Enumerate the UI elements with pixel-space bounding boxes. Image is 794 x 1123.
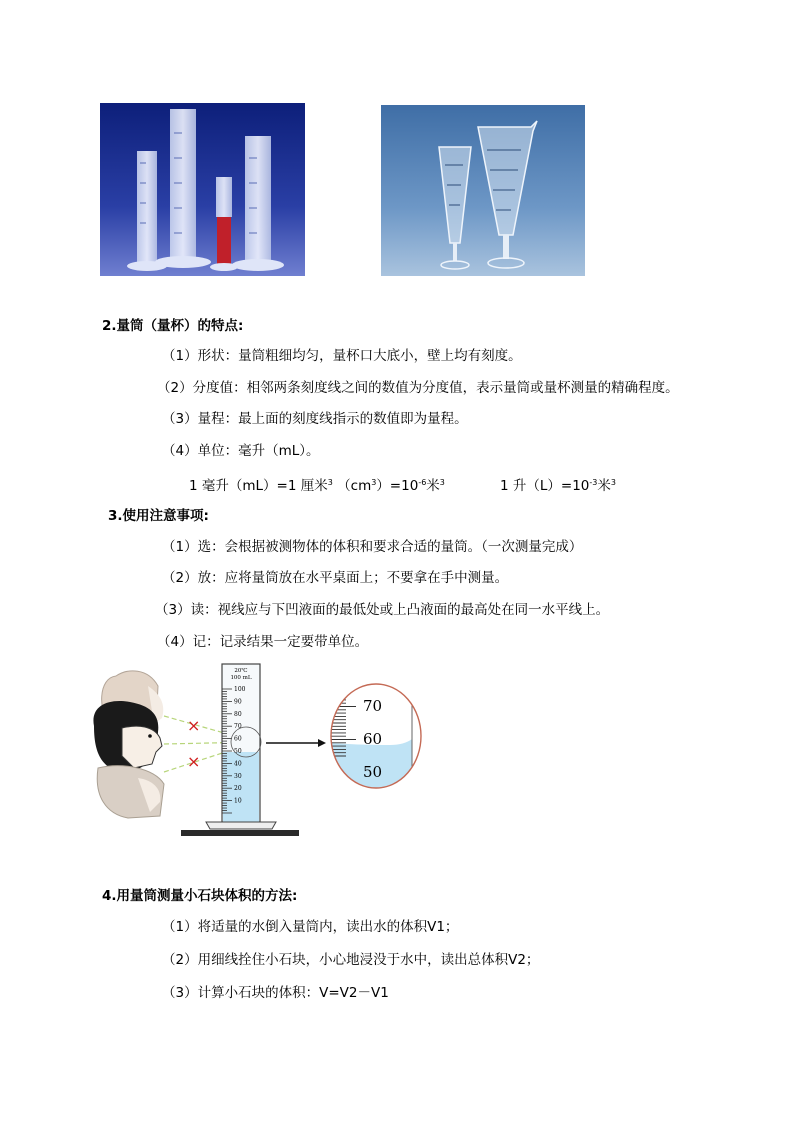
cylinder-temperature-label: 20℃ bbox=[234, 668, 248, 674]
section-3-item-2: （2）放：应将量筒放在水平桌面上；不要拿在手中测量。 bbox=[162, 570, 509, 586]
unit-conversion-ml bbox=[189, 474, 445, 495]
cylinder-scale-label: 10 bbox=[234, 797, 242, 805]
cube-superscript: 3 bbox=[327, 478, 333, 487]
section-4-item-1: （1）将适量的水倒入量筒内，读出水的体积V1； bbox=[162, 919, 459, 935]
conversion-ml-text: 1 毫升（mL）=1 厘米 bbox=[189, 478, 328, 494]
cylinder-scale-label: 60 bbox=[234, 735, 242, 743]
exponent-superscript: -3 bbox=[589, 478, 598, 487]
section-4-item-2: （2）用细线拴住小石块，小心地浸没于水中，读出总体积V2； bbox=[162, 952, 540, 968]
cylinder-scale-label: 50 bbox=[234, 748, 242, 755]
section-3-item-3: （3）读：视线应与下凹液面的最低处或上凸液面的最高处在同一水平线上。 bbox=[155, 602, 610, 618]
conversion-unit-text: 米 bbox=[597, 478, 611, 494]
section-4-item-3: （3）计算小石块的体积：V=V2－V1 bbox=[162, 985, 389, 1001]
section-4-heading: 4.用量筒测量小石块体积的方法: bbox=[102, 888, 298, 904]
conversion-eq-text: ）=10 bbox=[376, 478, 419, 494]
section-2-heading: 2.量筒（量杯）的特点: bbox=[102, 318, 244, 334]
lower-face-illustration bbox=[97, 766, 164, 818]
cylinder-scale-label: 100 bbox=[234, 686, 246, 693]
photo-glass-measuring-cups bbox=[381, 105, 585, 276]
cylinder-scale-label: 20 bbox=[234, 785, 242, 793]
conversion-l-text: 1 升（L）=10 bbox=[500, 478, 590, 494]
wrong-mark-bottom: × bbox=[187, 752, 201, 771]
zoom-scale-label: 50 bbox=[363, 763, 383, 781]
meniscus-zoom-view bbox=[330, 683, 422, 789]
conversion-unit-text: 米 bbox=[426, 478, 440, 494]
cube-superscript: 3 bbox=[371, 478, 377, 487]
photo-plastic-cylinders bbox=[100, 103, 305, 276]
zoom-scale-label: 60 bbox=[363, 730, 383, 748]
section-2-item-2: （2）分度值：相邻两条刻度线之间的数值为分度值，表示量筒或量杯测量的精确程度。 bbox=[157, 380, 679, 396]
unit-conversion-l bbox=[500, 474, 616, 495]
section-3-heading: 3.使用注意事项: bbox=[108, 508, 209, 524]
cylinder-scale-label: 90 bbox=[234, 698, 242, 706]
cylinder-scale-label: 40 bbox=[234, 760, 242, 768]
section-3-item-4: （4）记：记录结果一定要带单位。 bbox=[157, 634, 369, 650]
wrong-mark-top: × bbox=[187, 716, 201, 735]
conversion-cm-text: （cm bbox=[337, 478, 372, 494]
cylinder-scale-label: 30 bbox=[234, 772, 242, 780]
zoom-scale-label: 70 bbox=[363, 697, 383, 715]
section-2-item-4: （4）单位：毫升（mL）。 bbox=[162, 443, 320, 459]
section-3-item-1: （1）选：会根据被测物体的体积和要求合适的量筒。（一次测量完成） bbox=[162, 539, 583, 555]
exponent-superscript: -6 bbox=[418, 478, 427, 487]
section-2-item-3: （3）量程：最上面的刻度线指示的数值即为量程。 bbox=[162, 411, 468, 427]
cylinder-scale-label: 70 bbox=[234, 723, 242, 731]
cube-superscript: 3 bbox=[439, 478, 445, 487]
cylinder-scale-label: 80 bbox=[234, 710, 242, 718]
section-2-item-1: （1）形状：量筒粗细均匀，量杯口大底小，壁上均有刻度。 bbox=[162, 348, 522, 364]
cylinder-capacity-label: 100 mL bbox=[230, 675, 252, 681]
cube-superscript: 3 bbox=[610, 478, 616, 487]
